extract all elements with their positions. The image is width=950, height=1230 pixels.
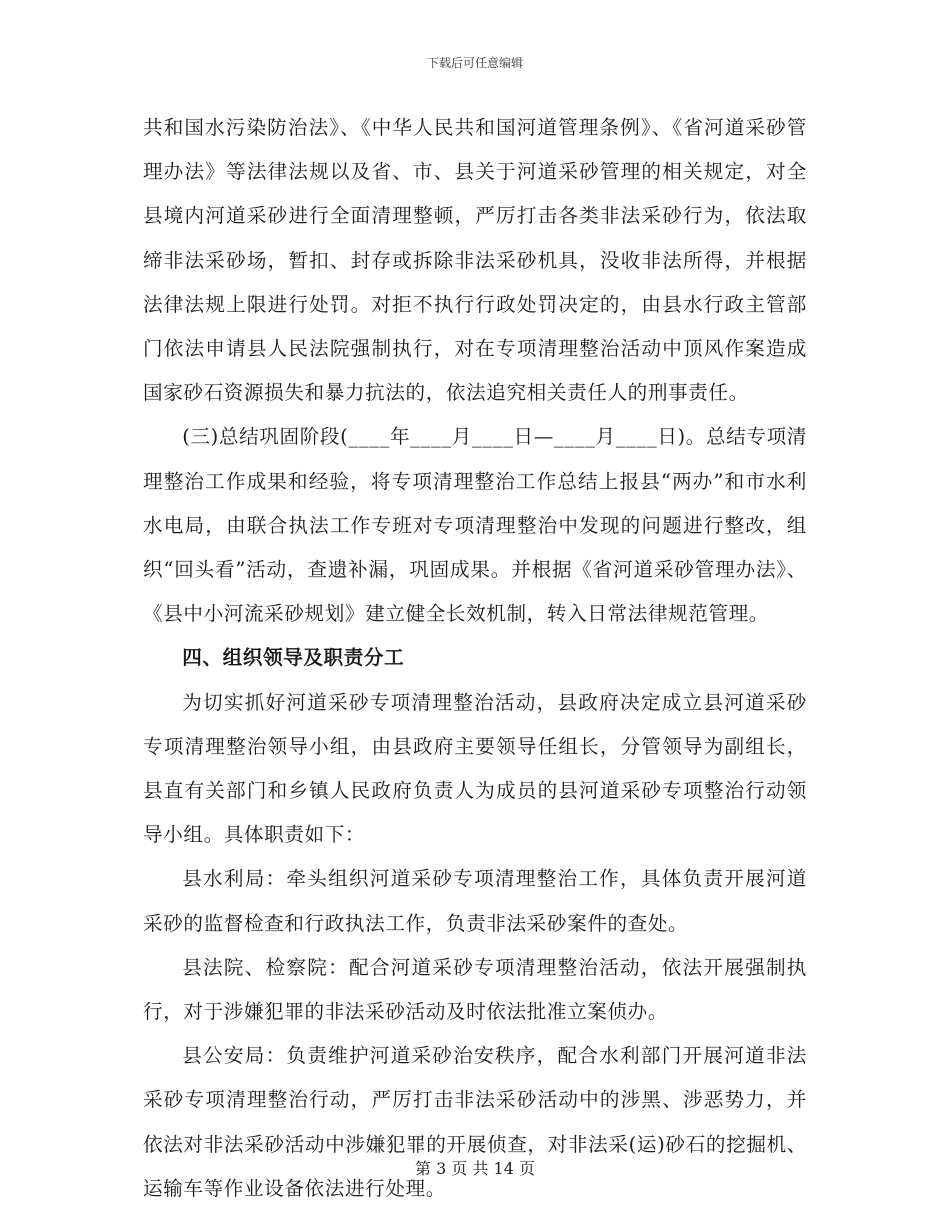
- paragraph-law-enforcement: 共和国水污染防治法》、《中华人民共和国河道管理条例》、《省河道采砂管理办法》等法律法规以及省、市、县关于河道采砂管理的相关规定，对全县境内河道采砂进行全面清理整顿，严厉打击各类非法采砂行为，依法取缔非法采砂场，暂扣、封存或拆除非法采砂机具，没收非法所得，并根据法律法规上限进行处罚。对拒不执行行政处罚决定的，由县水行政主管部门依法申请县人民法院强制执行，对在专项清理整治活动中顶风作案造成国家砂石资源损失和暴力抗法的，依法追究相关责任人的刑事责任。: [143, 116, 807, 405]
- section-heading-organization: 四、组织领导及职责分工: [182, 646, 405, 670]
- paragraph-public-security: 县公安局：负责维护河道采砂治安秩序，配合水利部门开展河道非法采砂专项清理整治行动，严厉打击非法采砂活动中的涉黑、涉恶势力，并依法对非法采砂活动中涉嫌犯罪的开展侦查，对非法采(运)砂石的挖掘机、运输车等作业设备依法进行处理。: [143, 1044, 807, 1200]
- document-body: [143, 106, 807, 1211]
- paragraph-court-procuratorate: 县法院、检察院：配合河道采砂专项清理整治活动，依法开展强制执行，对于涉嫌犯罪的非法采砂活动及时依法批准立案侦办。: [143, 955, 807, 1024]
- paragraph-consolidation-stage: (三)总结巩固阶段(____年____月____日—____月____日)。总结专项清理整治工作成果和经验，将专项清理整治工作总结上报县“两办”和市水利水电局，由联合执法工作专班对专项清理整治中发现的问题进行整改，组织“回头看”活动，查遗补漏，巩固成果。并根据《省河道采砂管理办法》、《县中小河流采砂规划》建立健全长效机制，转入日常法律规范管理。: [143, 425, 807, 626]
- paragraph-leadership-group: 为切实抓好河道采砂专项清理整治活动，县政府决定成立县河道采砂专项清理整治领导小组，由县政府主要领导任组长，分管领导为副组长，县直有关部门和乡镇人民政府负责人为成员的县河道采砂专项整治行动领导小组。具体职责如下：: [143, 690, 807, 847]
- page-number: 第 3 页 共 14 页: [415, 1159, 535, 1178]
- paragraph-water-bureau: 县水利局：牵头组织河道采砂专项清理整治工作，具体负责开展河道采砂的监督检查和行政执法工作，负责非法采砂案件的查处。: [143, 867, 807, 935]
- page-header-note: 下载后可任意编辑: [426, 56, 523, 70]
